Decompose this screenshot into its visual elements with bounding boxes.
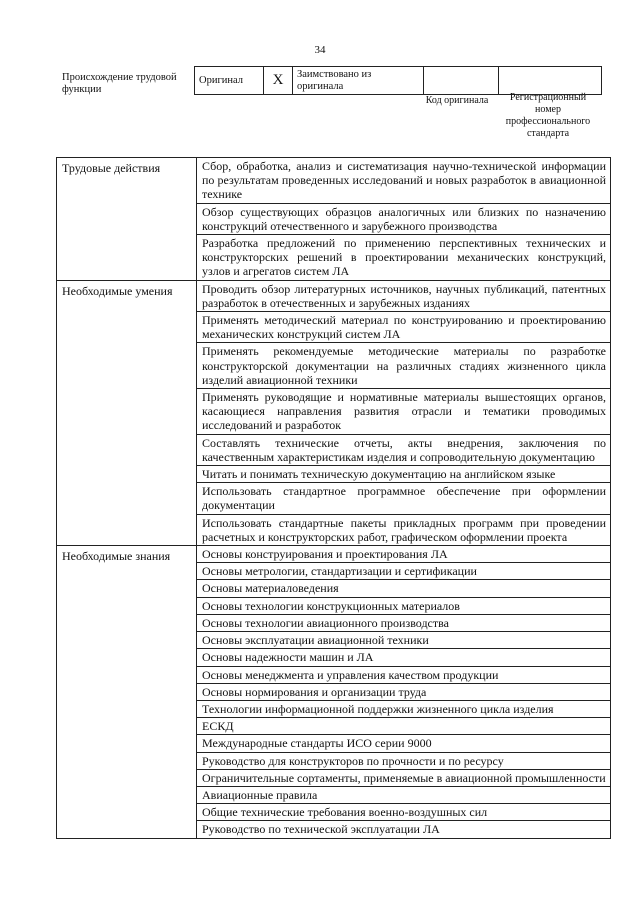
- list-item: Основы надежности машин и ЛА: [197, 649, 611, 666]
- list-item: Основы технологии авиационного производства: [197, 614, 611, 631]
- section-label-labor-actions: Трудовые действия: [57, 158, 197, 281]
- section-label-required-knowledge: Необходимые знания: [57, 546, 197, 838]
- origin-label: Происхождение трудовой функции: [62, 72, 177, 95]
- list-item: Применять руководящие и нормативные материалы вышестоящих органов, касающиеся направления развития отрасли и тематики проводимых исследований и разработок: [197, 389, 611, 435]
- original-mark: X: [264, 67, 293, 95]
- list-item: Международные стандарты ИСО серии 9000: [197, 735, 611, 752]
- list-item: Общие технические требования военно-воздушных сил: [197, 804, 611, 821]
- list-item: Технологии информационной поддержки жизненного цикла изделия: [197, 700, 611, 717]
- list-item: Руководство для конструкторов по прочности и по ресурсу: [197, 752, 611, 769]
- list-item: Обзор существующих образцов аналогичных или близких по назначению конструкций отечественного и зарубежного производства: [197, 203, 611, 234]
- origin-table: [194, 66, 602, 95]
- page-number: 34: [314, 44, 326, 56]
- function-table: [56, 157, 611, 839]
- original-cell: Оригинал: [195, 67, 264, 95]
- list-item: Руководство по технической эксплуатации ЛА: [197, 821, 611, 838]
- list-item: Основы технологии конструкционных материалов: [197, 597, 611, 614]
- list-item: Читать и понимать техническую документацию на английском языке: [197, 466, 611, 483]
- list-item: Использовать стандартные пакеты прикладных программ при проведении расчетных и конструкторских работ, графическом оформлении проекта: [197, 514, 611, 545]
- list-item: Ограничительные сортаменты, применяемые в авиационной промышленности: [197, 769, 611, 786]
- table-row: [57, 546, 611, 563]
- list-item: Применять рекомендуемые методические материалы по разработке конструкторской документации на различных стадиях жизненного цикла изделий авиационной техники: [197, 343, 611, 389]
- list-item: Основы менеджмента и управления качеством продукции: [197, 666, 611, 683]
- section-label-required-skills: Необходимые умения: [57, 280, 197, 545]
- list-item: Основы метрологии, стандартизации и сертификации: [197, 563, 611, 580]
- list-item: Основы эксплуатации авиационной техники: [197, 632, 611, 649]
- list-item: Основы материаловедения: [197, 580, 611, 597]
- reg-caption: Регистрационный номер профессионального стандарта: [505, 92, 591, 139]
- borrowed-cell: Заимствовано из оригинала: [293, 67, 424, 95]
- list-item: Проводить обзор литературных источников, научных публикаций, патентных разработок в отечественных и зарубежных изданиях: [197, 280, 611, 311]
- code-cell: [424, 67, 499, 95]
- list-item: Применять методический материал по конструированию и проектированию механических конструкций систем ЛА: [197, 312, 611, 343]
- list-item: Авиационные правила: [197, 786, 611, 803]
- reg-number-cell: [499, 67, 602, 95]
- list-item: Основы нормирования и организации труда: [197, 683, 611, 700]
- table-row: [57, 158, 611, 204]
- list-item: Использовать стандартное программное обеспечение при оформлении документации: [197, 483, 611, 514]
- table-row: [57, 280, 611, 311]
- list-item: Сбор, обработка, анализ и систематизация научно-технической информации по результатам проведенных исследований и новых разработок в авиационной технике: [197, 158, 611, 204]
- list-item: Основы конструирования и проектирования ЛА: [197, 546, 611, 563]
- function-table-body: [57, 158, 611, 839]
- list-item: ЕСКД: [197, 718, 611, 735]
- list-item: Составлять технические отчеты, акты внедрения, заключения по качественным характеристикам изделия и сопроводительную документацию: [197, 434, 611, 465]
- list-item: Разработка предложений по применению перспективных технических и конструкторских решений в проектировании механических конструкций, узлов и агрегатов систем ЛА: [197, 235, 611, 281]
- code-caption: Код оригинала: [425, 95, 489, 106]
